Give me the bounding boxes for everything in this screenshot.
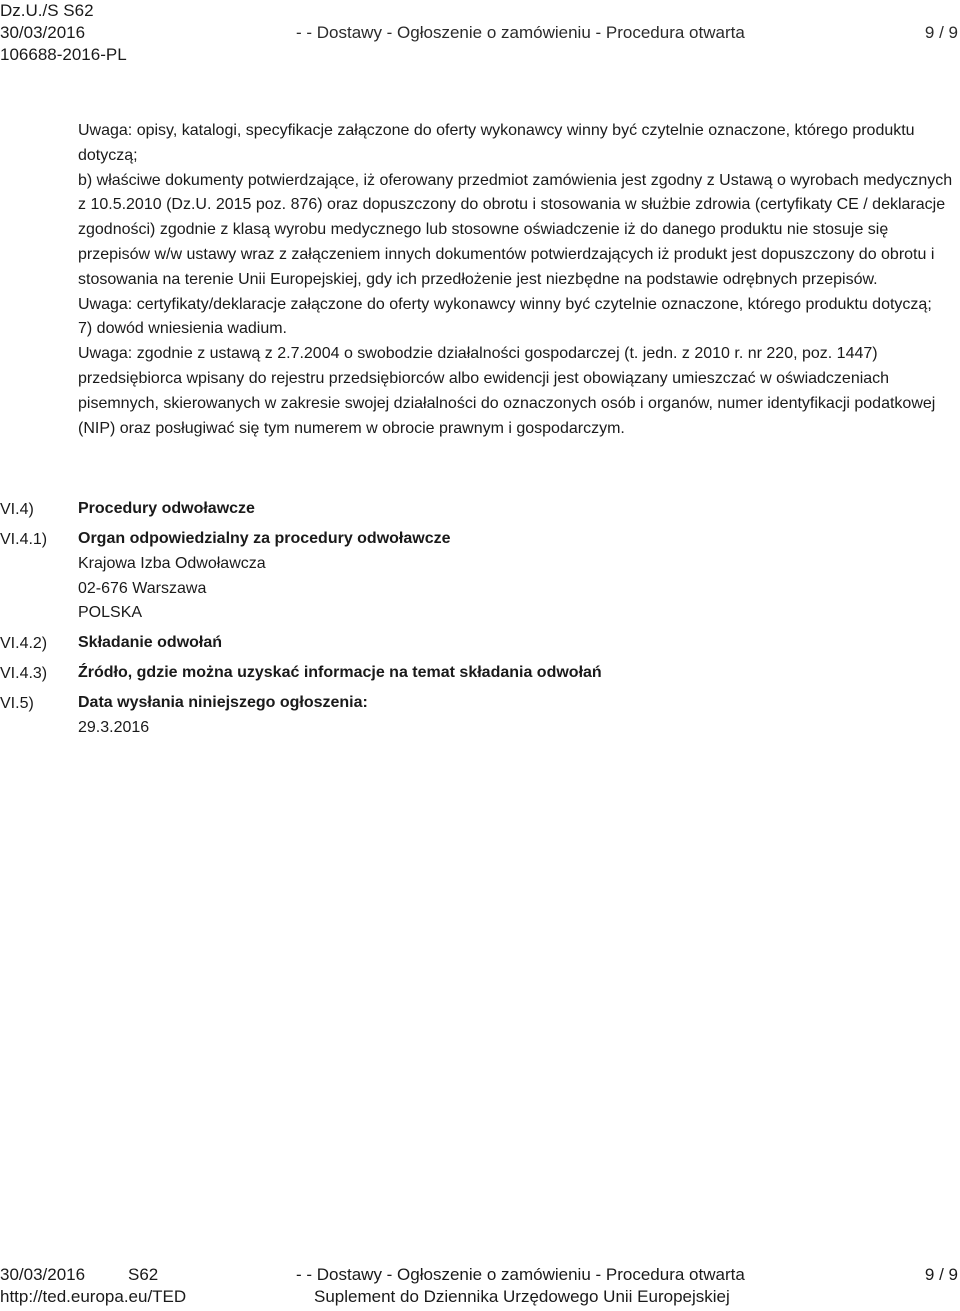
dispatch-date: 29.3.2016 — [78, 718, 150, 736]
body-paragraph: Uwaga: certyfikaty/deklaracje załączone do oferty wykonawcy winny być czytelnie oznaczone, którego produktu dotyczą; — [78, 295, 932, 313]
header-title: - - Dostawy - Ogłoszenie o zamówieniu - Procedura otwarta — [296, 23, 745, 42]
section-number-vi4: VI.4) — [0, 501, 34, 518]
page-header — [0, 0, 960, 66]
section-title-vi41: Organ odpowiedzialny za procedury odwoławcze — [78, 530, 451, 547]
header-page-number: 9 / 9 — [924, 23, 958, 42]
footer-date: 30/03/2016 — [0, 1265, 86, 1284]
section-vi43 — [78, 661, 958, 686]
review-body-address: 02-676 Warszawa — [78, 579, 207, 597]
review-body-name: Krajowa Izba Odwoławcza — [78, 554, 266, 572]
body-paragraph: b) właściwe dokumenty potwierdzające, iż oferowany przedmiot zamówienia jest zgodny z Ustawą o wyrobach medycznych z 10.5.2010 (Dz.U. 2015 poz. 876) oraz dopuszczony do obrotu i stosowania w służbie zdrowia (certyfikaty CE / deklaracje zgodności) zgodnie z klasą wyrobu medycznego lub stosowne oświadczenie iż do danego produktu nie stosuje się przepisów w/w ustawy wraz z załączeniem innych dokumentów potwierdzających iż produkt jest dopuszczony do obrotu i stosowania na terenie Unii Europejskiej, gdy ich przedłożenie jest niezbędne na podstawie odrębnych przepisów. — [78, 171, 953, 288]
section-title-vi43: Źródło, gdzie można uzyskać informacje na temat składania odwołań — [78, 664, 602, 681]
section-vi4 — [78, 497, 958, 522]
footer-title: - - Dostawy - Ogłoszenie o zamówieniu - Procedura otwarta — [296, 1265, 745, 1284]
page-footer — [0, 1264, 960, 1308]
section-number-vi42: VI.4.2) — [0, 635, 48, 652]
journal-reference: Dz.U./S S62 — [0, 1, 94, 20]
section-number-vi41: VI.4.1) — [0, 531, 48, 548]
section-title-vi5: Data wysłania niniejszego ogłoszenia: — [78, 694, 368, 711]
footer-series: S62 — [128, 1265, 159, 1284]
ted-link[interactable]: http://ted.europa.eu/TED — [0, 1287, 187, 1306]
section-number-vi43: VI.4.3) — [0, 665, 48, 682]
review-body-country: POLSKA — [78, 604, 143, 622]
section-vi41 — [78, 527, 958, 626]
section-vi5 — [78, 691, 958, 741]
body-paragraph: Uwaga: opisy, katalogi, specyfikacje załączone do oferty wykonawcy winny być czytelnie oznaczone, którego produktu dotyczą; — [78, 122, 915, 164]
body-paragraph: 7) dowód wniesienia wadium. — [78, 320, 287, 338]
header-date: 30/03/2016 — [0, 23, 86, 42]
footer-publication: Suplement do Dziennika Urzędowego Unii Europejskiej — [314, 1287, 730, 1306]
section-vi42 — [78, 631, 958, 656]
section-title-vi4: Procedury odwoławcze — [78, 500, 255, 517]
section-title-vi42: Składanie odwołań — [78, 634, 223, 651]
footer-page-number: 9 / 9 — [924, 1265, 958, 1284]
notice-id: 106688-2016-PL — [0, 45, 127, 64]
notice-body — [78, 119, 958, 441]
body-paragraph: Uwaga: zgodnie z ustawą z 2.7.2004 o swobodzie działalności gospodarczej (t. jedn. z 2010 r. nr 220, poz. 1447) przedsiębiorca wpisany do rejestru przedsiębiorców albo ewidencji jest obowiązany umieszczać w oświadczeniach pisemnych, skierowanych w zakresie swojej działalności do oznaczonych osób i organów, numer identyfikacji podatkowej (NIP) oraz posługiwać się tym numerem w obrocie prawnym i gospodarczym. — [78, 345, 936, 437]
section-number-vi5: VI.5) — [0, 695, 34, 712]
